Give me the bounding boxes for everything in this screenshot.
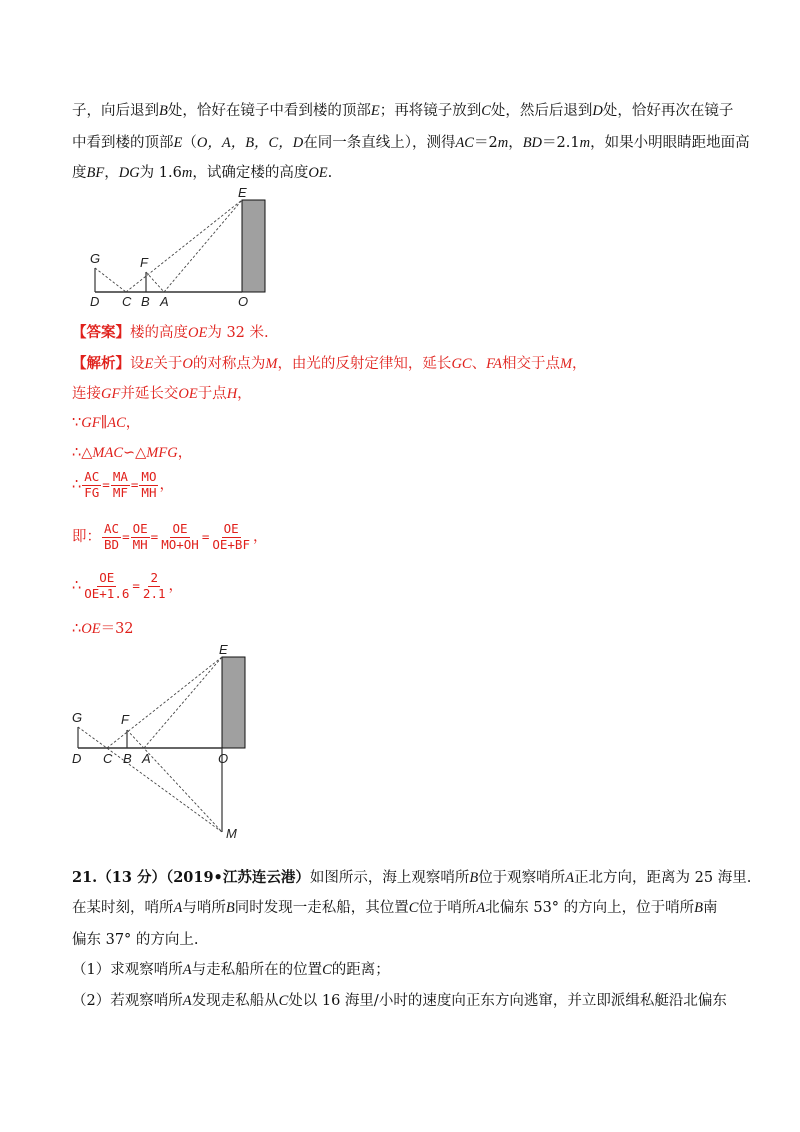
label-F: F [140,255,148,270]
problem21-question-2 [72,994,732,1009]
denominator: MH [132,536,148,552]
var: M [559,356,573,372]
ray-FA [146,272,164,292]
text: 中看到楼的顶部 [72,135,174,151]
text: ， [125,415,141,431]
text: 与走私船所在的位置 [191,962,323,978]
var: OE [178,386,198,402]
ray-AE [164,200,242,292]
text: 连接 [72,386,101,402]
text: ， [237,386,252,402]
denominator: 2.1 [142,585,166,601]
text: 同时发现一走私船，其位置 [234,900,409,916]
var: C [322,962,332,978]
denominator: MH [141,484,157,500]
var: △MAC∽△MFG [81,445,178,461]
denominator: FG [84,484,100,500]
fraction [82,471,101,499]
fraction [131,523,150,551]
numerator: AC [104,521,120,536]
var: m [579,135,591,151]
var: OE [188,325,208,341]
text: ， [177,445,193,461]
problem-line-2 [72,135,750,151]
text: ， [572,356,587,372]
therefore-symbol: ∴ [72,621,82,637]
label-F: F [121,712,129,727]
equals: = [122,528,130,544]
fraction [82,572,131,600]
numerator: MA [112,469,128,484]
label-A: A [160,294,169,309]
var: GF [101,386,121,402]
text: （2）若观察哨所 [72,993,183,1009]
fraction [159,523,201,551]
var: A [182,962,192,978]
numerator: OE [99,570,115,585]
text: 度 [72,165,87,181]
var: m [497,135,509,151]
denominator: MO+OH [161,536,199,552]
numerator: OE [172,521,188,536]
ray-GM [78,727,222,832]
label-B: B [141,294,150,309]
numerator: OE [223,521,239,536]
text: 楼的高度 [130,325,188,341]
text: （ [182,135,197,151]
problem-number: 21.（13 分）（2019•江苏连云港） [72,869,310,886]
figure-2 [66,640,256,845]
label-C: C [122,294,132,309]
text: ， [168,577,183,594]
label-E: E [219,642,228,657]
text: 如图所示，海上观察哨所 [309,870,470,886]
text: 正北方向，距离为 25 海里. [574,870,752,886]
var: E [144,356,154,372]
denominator: OE+BF [212,536,250,552]
text: 位于哨所 [418,900,477,916]
var: BD [522,135,543,151]
var: OE [81,621,101,637]
analysis-line-6 [72,523,732,551]
equals: = [132,577,140,593]
label-E: E [238,185,247,200]
var: DG [118,165,140,181]
text: 处，恰好在镜子中看到楼的顶部 [167,103,371,119]
var: C [481,103,491,119]
var: A [182,993,192,1009]
text: 北偏东 53° 的方向上，位于哨所 [485,900,695,916]
denominator: BD [104,536,120,552]
text: 的距离； [331,962,390,978]
fraction [139,471,158,499]
analysis-line-8 [72,622,732,637]
text: . [327,165,333,181]
text: 位于观察哨所 [478,870,566,886]
problem21-line-2 [72,901,732,916]
var: M [265,356,278,372]
var: B [694,900,704,916]
equals: = [130,476,139,492]
label-O: O [218,751,229,766]
text: 偏东 37° 的方向上. [72,932,199,948]
var: B [225,900,235,916]
var: A [565,870,575,886]
numerator: AC [84,469,100,484]
ray-CE [126,200,242,292]
denominator: MF [112,484,128,500]
text: ，试确定楼的高度 [192,165,309,181]
text: 即： [72,528,101,545]
var: H [226,386,238,402]
problem21-line-3 [72,933,732,948]
var: BF [86,165,105,181]
var: C [408,900,419,916]
therefore-symbol: ∴ [72,445,82,461]
analysis-tag: 【解析】 [72,355,130,372]
var: C [278,993,289,1009]
text: （1）求观察哨所 [72,962,183,978]
var: B [469,870,479,886]
var: O，A，B，C，D [196,135,304,151]
text: 在某时刻，哨所 [72,900,174,916]
analysis-line-4 [72,446,732,461]
fraction [210,523,252,551]
text: 的对称点为 [192,356,266,372]
text: 与哨所 [182,900,226,916]
fraction [102,523,121,551]
equals: = [102,476,110,492]
numerator: MO [141,469,157,484]
text: ＝2 [473,135,498,151]
problem-line-1 [72,104,732,119]
text: ＝2.1 [542,135,580,151]
numerator: 2 [150,570,158,585]
var: B [159,103,168,119]
ray-AE [144,657,222,748]
var: OE [308,165,328,181]
text: 关于 [153,356,183,372]
text: ， [104,165,119,181]
var: GC [451,356,472,372]
answer-line [72,326,732,341]
figure-1 [80,185,280,310]
text: ＝32 [100,621,134,637]
building [222,657,245,748]
text: 子，向后退到 [72,103,159,119]
equals: = [201,528,210,544]
therefore-symbol: ∴ [72,577,82,594]
text: ， [253,528,268,545]
text: ， [508,135,523,151]
fraction [141,572,168,600]
text: 为 1.6 [139,165,182,181]
text: ，如果小明眼睛距地面高 [590,135,750,151]
text: ，由光的反射定律知，延长 [277,356,452,372]
text: 于点 [197,386,227,402]
denominator: OE+1.6 [84,585,130,601]
text: 在同一条直线上），测得 [303,135,456,151]
label-A: A [142,751,151,766]
text: ， [159,476,174,493]
analysis-line-2 [72,387,732,402]
text: 、 [471,356,487,372]
label-M: M [226,826,237,841]
ray-GC [95,268,126,292]
text: 南 [703,900,718,916]
answer-tag: 【答案】 [72,324,130,341]
problem-line-3 [72,166,732,181]
var: GF∥AC [81,415,126,431]
label-G: G [72,710,83,725]
label-C: C [103,751,113,766]
therefore-symbol: ∴ [72,476,82,493]
label-D: D [90,294,100,309]
building [242,200,265,292]
text: 并延长交 [120,386,179,402]
analysis-line-7 [72,572,732,600]
text: 处，然后后退到 [490,103,593,119]
label-O: O [238,294,249,309]
analysis-line-3 [72,416,732,431]
analysis-line-5 [72,471,732,499]
because-symbol: ∵ [72,415,82,431]
var: E [370,103,380,119]
var: O [182,356,193,372]
var: A [476,900,486,916]
text: ；再将镜子放到 [379,103,482,119]
var: AC [455,135,474,151]
fraction [111,471,130,499]
var: A [173,900,183,916]
analysis-line-1 [72,357,732,372]
text: 设 [130,356,145,372]
numerator: OE [132,521,148,536]
problem21-line-1 [72,869,752,886]
var: D [592,103,603,119]
text: 相交于点 [501,356,560,372]
ray-CE [107,657,222,748]
text: 为 32 米. [207,325,269,341]
ray-FM [127,730,222,832]
text: 处以 16 海里/小时的速度向正东方向逃窜，并立即派缉私艇沿北偏东 [288,993,727,1009]
label-G: G [90,251,101,266]
label-B: B [123,751,132,766]
equals: = [150,528,159,544]
var: m [181,165,193,181]
problem21-question-1 [72,963,732,978]
text: 处，恰好再次在镜子 [602,103,734,119]
var: E [173,135,183,151]
text: 发现走私船从 [191,993,279,1009]
label-D: D [72,751,82,766]
var: FA [486,356,502,372]
